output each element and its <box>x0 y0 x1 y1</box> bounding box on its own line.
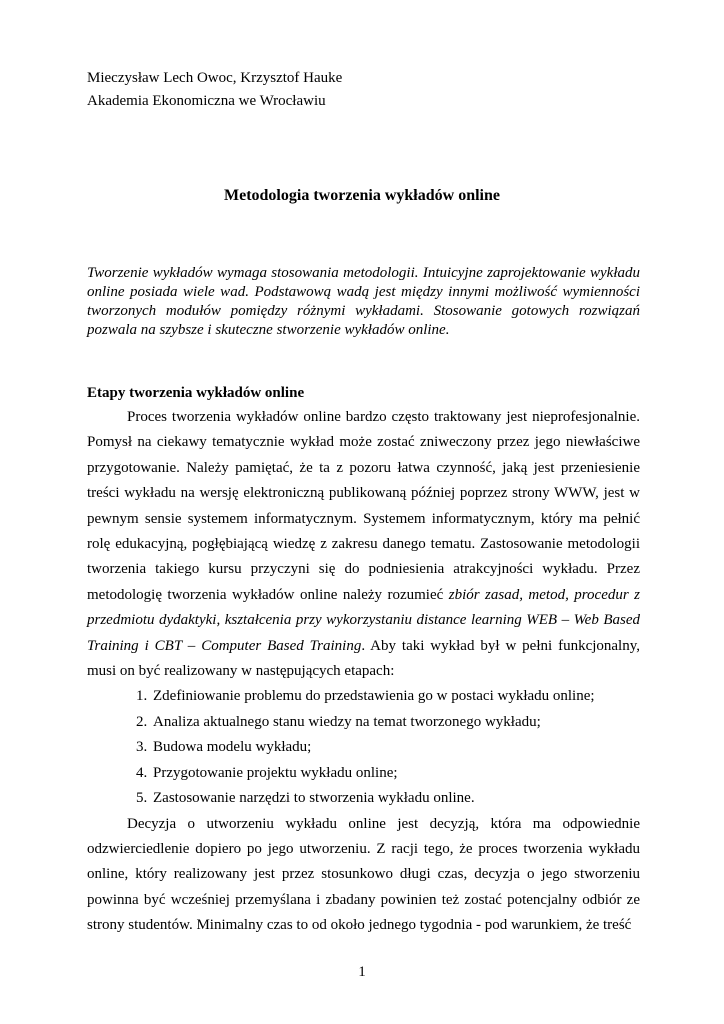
authors-line: Mieczysław Lech Owoc, Krzysztof Hauke <box>87 70 343 86</box>
paragraph-1-text: Proces tworzenia wykładów online bardzo często traktowany jest nieprofesjonalnie. Pomysł na ciekawy tematycznie wykład może zostać zniweczony przez jego niewłaściwe przygotowanie. Należy pamiętać, że ta z pozoru łatwa czynność, jaką jest przeniesienie treści wykładu na wersję elektroniczną publikowaną później poprzez strony WWW, jest w pewnym sensie systemem informatycznym. Systemem informatycznym, który ma pełnić rolę edukacyjną, pogłębiającą wiedzę z zakresu danego tematu. Zastosowanie metodologii tworzenia takiego kursu przyczyni się do podniesienia atrakcyjności wykładu. Przez metodologię tworzenia wykładów online należy rozumieć <box>87 409 640 603</box>
section-body <box>87 405 640 939</box>
paragraph-1-text-end: . Aby taki wykład był w pełni funkcjonalny, musi on być realizowany w następujących etapach: <box>87 637 640 680</box>
abstract: Tworzenie wykładów wymaga stosowania metodologii. Intuicyjne zaprojektowanie wykładu online posiada wiele wad. Podstawową wadą jest między innymi możliwość wymienności tworzonych modułów pomiędzy różnymi wykładami. Stosowanie gotowych rozwiązań pozwala na szybsze i skuteczne stworzenie wykładów online. <box>87 265 640 338</box>
stages-list <box>87 684 640 811</box>
list-item: 3. Budowa modelu wykładu; <box>151 735 640 760</box>
paragraph-1-definition: zbiór zasad, metod, procedur z przedmiotu dydaktyki, kształcenia przy wykorzystaniu distance learning WEB – Web Based Training i CBT – Computer Based Training <box>87 586 640 654</box>
list-item: 1. Zdefiniowanie problemu do przedstawienia go w postaci wykładu online; <box>151 684 640 709</box>
paragraph-1 <box>87 405 640 684</box>
page-number: 1 <box>358 964 366 980</box>
section-heading: Etapy tworzenia wykładów online <box>87 385 305 401</box>
author-block <box>87 67 342 113</box>
paragraph-2: Decyzja o utworzeniu wykładu online jest decyzją, która ma odpowiednie odzwierciedlenie dopiero po jego utworzeniu. Z racji tego, że proces tworzenia wykładu online, który realizowany jest przez stosunkowo długi czas, decyzja o jego stworzeniu powinna być wcześniej przemyślana i zbadany powinien też zostać potencjalny odbiór ze strony studentów. Minimalny czas to od około jednego tygodnia - pod warunkiem, że treść <box>87 815 640 934</box>
affiliation-line: Akademia Ekonomiczna we Wrocławiu <box>87 93 326 109</box>
list-item: 4. Przygotowanie projektu wykładu online; <box>151 761 640 786</box>
paper-title: Metodologia tworzenia wykładów online <box>224 187 500 204</box>
list-item: 2. Analiza aktualnego stanu wiedzy na temat tworzonego wykładu; <box>151 710 640 735</box>
list-item: 5. Zastosowanie narzędzi to stworzenia wykładu online. <box>151 786 640 811</box>
